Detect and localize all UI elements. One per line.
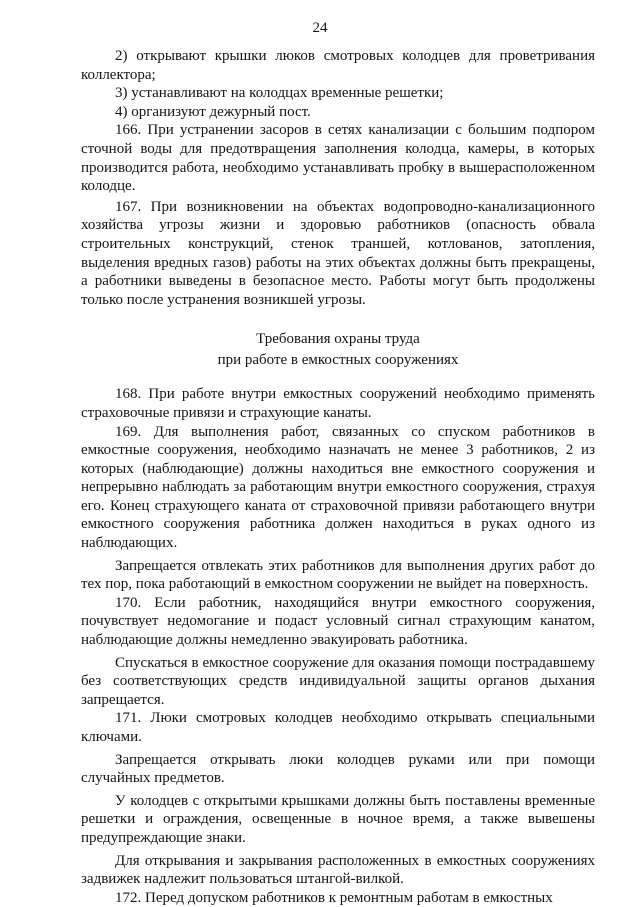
item-4-paragraph: 4) организуют дежурный пост. <box>115 103 311 120</box>
clause-171-paragraph: 171. Люки смотровых колодцев необходимо открывать специальными ключами. <box>81 710 595 745</box>
prohibition-distraction-paragraph: Запрещается отвлекать этих работников для выполнения других работ до тех пор, пока работающий в емкостном сооружении не выйдет на поверхность. <box>81 557 595 593</box>
clause-167-paragraph: 167. При возникновении на объектах водопроводно-канализационного хозяйства угрозы жизни и здоровью работников (опасность обвала строительных конструкций, стенок траншей, котлованов, затопления, выделения вредных газов) работы на этих объектах должны быть прекращены, а работники выведены в безопасное место. Работы могут быть продолжены только после устранения возникшей угрозы. <box>81 198 595 308</box>
clause-172-paragraph: 172. Перед допуском работников к ремонтным работам в емкостных <box>115 889 553 906</box>
open-wells-barriers-paragraph: У колодцев с открытыми крышками должны быть поставлены временные решетки и ограждения, освещенные в ночное время, а также вывешены предупреждающие знаки. <box>81 792 595 846</box>
clause-169-paragraph: 169. Для выполнения работ, связанных со спуском работников в емкостные сооружения, необходимо назначать не менее 3 работников, 2 из которых (наблюдающие) должны находиться вне емкостного сооружения и непрерывно наблюдать за работающим внутри емкостного сооружения, страхуя его. Конец страхующего каната от страховочной привязи работающего внутри емкостного сооружения работника должен находиться в руках одного из наблюдающих. <box>81 423 595 552</box>
clause-170-paragraph: 170. Если работник, находящийся внутри емкостного сооружения, почувствует недомогание и подаст условный сигнал страхующим канатом, наблюдающие должны немедленно эвакуировать работника. <box>81 594 595 649</box>
section-heading-line-1: Требования охраны труда <box>256 331 420 348</box>
clause-166-paragraph: 166. При устранении засоров в сетях канализации с большим подпором сточной воды для предотвращения заполнения колодца, камеры, в которых производится работа, необходимо устанавливать пробку в вышерасположенном колодце. <box>81 122 595 195</box>
section-heading-line-2: при работе в емкостных сооружениях <box>217 352 459 369</box>
clause-168-paragraph: 168. При работе внутри емкостных сооружений необходимо применять страховочные привязи и страхующие канаты. <box>81 386 595 421</box>
section-heading <box>81 329 595 371</box>
hatch-opening-prohibition-paragraph: Запрещается открывать люки колодцев руками или при помощи случайных предметов. <box>81 751 595 787</box>
item-2-paragraph: 2) открывают крышки люков смотровых колодцев для проветривания коллектора; <box>81 48 595 83</box>
page-number: 24 <box>312 20 328 36</box>
document-body <box>81 47 595 907</box>
valve-fork-rod-paragraph: Для открывания и закрывания расположенных в емкостных сооружениях задвижек надлежит пользоваться штангой-вилкой. <box>81 852 595 888</box>
rescue-descent-paragraph: Спускаться в емкостное сооружение для оказания помощи пострадавшему без соответствующих средств индивидуальной защиты органов дыхания запрещается. <box>81 654 595 708</box>
item-3-paragraph: 3) устанавливают на колодцах временные решетки; <box>115 85 444 102</box>
